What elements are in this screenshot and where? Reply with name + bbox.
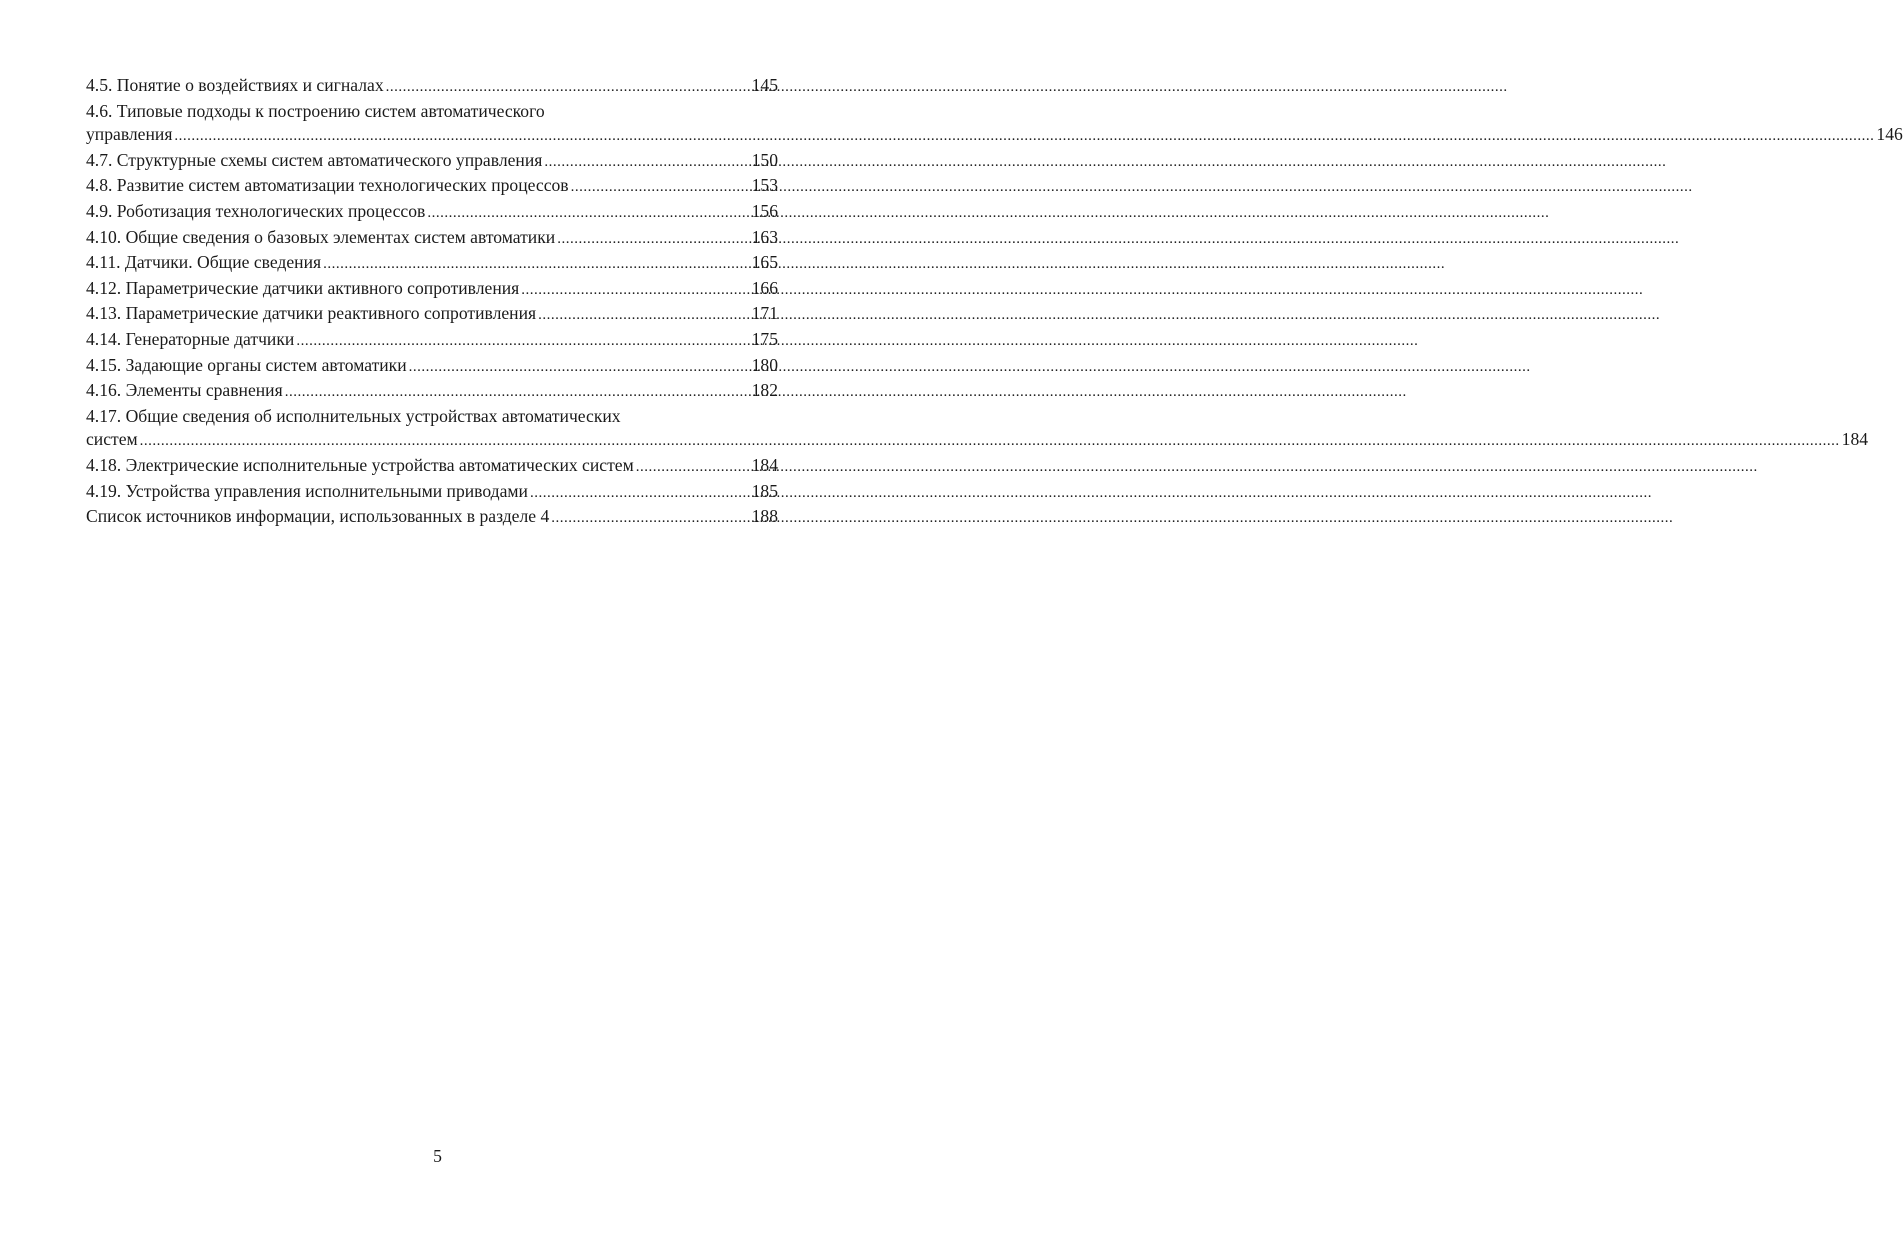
toc-leader-dots [427,202,749,226]
toc-leader-dots [521,279,749,303]
toc-entry-title-line2: систем [86,429,138,450]
toc-entry-4-18 [86,454,778,480]
toc-entry-4-19 [86,480,778,506]
toc-entry-sources [86,505,778,531]
toc-entry-title: 4.15. Задающие органы систем автоматики [86,354,407,375]
toc-leader-dots: ................................................................................................................................................................................................................................................................................................................................................................................................................ [139,433,1840,450]
toc-leader-dots [285,381,750,405]
toc-leader-dots [557,228,749,252]
toc-entry-page: 185 [751,480,778,501]
toc-leader-dots [544,151,749,175]
toc-entry-page: 184 [751,454,778,475]
toc-leader-dots [636,456,750,480]
toc-leader-dots: ................................................................................................................................................................................................................................................................................................................................................................................................................ [174,128,1875,145]
toc-entry-4-12 [86,277,778,303]
toc-entry-title-line2: управления [86,124,173,145]
toc-leader-dots [551,507,749,531]
toc-entry-page: 171 [751,303,778,324]
toc-entry-page: 150 [751,149,778,170]
toc-entry-title: 4.8. Развитие систем автоматизации технологических процессов [86,175,569,196]
table-of-contents [86,74,1903,531]
toc-entry-title-line1: 4.17. Общие сведения об исполнительных устройствах автоматических [86,405,621,426]
toc-entry-title: 4.19. Устройства управления исполнительными приводами [86,480,528,501]
toc-leader-dots [409,356,750,380]
toc-entry-page: 153 [751,175,778,196]
toc-entry-4-10 [86,226,778,252]
toc-leader-dots [386,76,750,100]
toc-entry-4-17 [86,405,1869,454]
toc-leader-dots [296,330,749,354]
toc-entry-4-11 [86,251,778,277]
toc-entry-4-15 [86,354,778,380]
toc-entry-page: 156 [751,200,778,221]
toc-entry-4-16 [86,379,778,405]
page-number: 5 [433,1146,442,1166]
toc-entry-page: 165 [751,252,778,273]
toc-entry-4-13 [86,302,778,328]
toc-entry-page: 184 [1841,429,1869,450]
toc-leader-dots [571,176,750,200]
toc-entry-title: 4.5. Понятие о воздействиях и сигналах [86,75,384,95]
toc-entry-4-7 [86,149,778,175]
toc-entry-page: 182 [751,380,778,401]
toc-entry-title-line1: 4.6. Типовые подходы к построению систем автоматического [86,100,545,121]
toc-entry-title: 4.12. Параметрические датчики активного сопротивления [86,277,520,298]
toc-entry-title: 4.11. Датчики. Общие сведения [86,252,322,273]
toc-entry-title: 4.13. Параметрические датчики реактивного сопротивления [86,303,537,324]
toc-entry-page: 175 [751,328,778,349]
toc-entry-page: 188 [751,506,778,527]
toc-leader-dots [323,253,750,277]
toc-entry-4-9 [86,200,778,226]
toc-entry-page: 180 [751,354,778,375]
toc-entry-4-6 [86,100,1903,149]
toc-entry-4-14 [86,328,778,354]
toc-entry-page: 145 [751,75,778,95]
toc-entry-page: 166 [751,277,778,298]
toc-entry-title: 4.10. Общие сведения о базовых элементах систем автоматики [86,226,556,247]
toc-entry-page: 146 [1876,124,1903,145]
toc-leader-dots [530,482,750,506]
toc-entry-4-5 [86,74,778,100]
toc-leader-dots [538,304,750,328]
toc-entry-title: 4.9. Роботизация технологических процессов [86,200,426,221]
toc-entry-title: 4.14. Генераторные датчики [86,328,295,349]
toc-entry-4-8 [86,174,778,200]
toc-entry-title: Список источников информации, использованных в разделе 4 [86,506,550,527]
toc-entry-title: 4.16. Элементы сравнения [86,380,283,401]
toc-entry-title: 4.18. Электрические исполнительные устройства автоматических систем [86,454,634,475]
toc-entry-title: 4.7. Структурные схемы систем автоматического управления [86,149,543,170]
toc-entry-page: 163 [751,226,778,247]
